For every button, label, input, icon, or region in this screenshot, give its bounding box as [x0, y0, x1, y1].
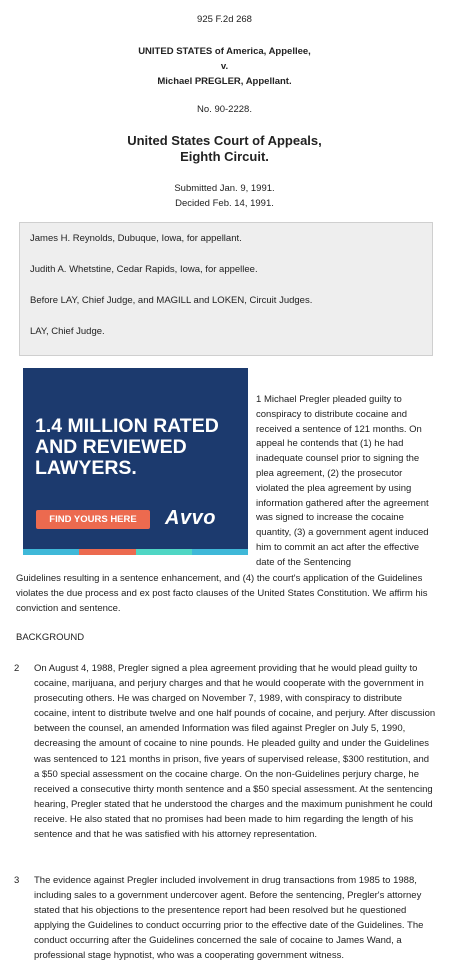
find-yours-here-button[interactable]: FIND YOURS HERE: [36, 510, 150, 529]
avvo-logo: Avvo: [165, 507, 216, 529]
paragraph-text: On August 4, 1988, Pregler signed a plea agreement providing that he would plead guilty to cocaine, marijuana, and perjury charges and that he would cooperate with the government in prosecuting others. He was charged on November 7, 1989, with conspiracy to distribute cocaine, intent to distribute twelve and one half pounds of cocaine, and perjury. After discussion between the counsel, an amended Information was filed against Pregler on July 5, 1990, decreasing the amount of cocaine to nine pounds. He pleaded guilty and under the Guidelines was sentenced to 121 months in prison, five years of supervised release, $300 restitution, and a $50 special assessment on the cocaine charge. On the non-Guidelines perjury charge, he received a consecutive thirty month sentence and a $50 special assessment. At the sentencing hearing, Pregler stated that he understood the charges and the maximum punishment he could receive. He also stated that no promises had been made to him regarding the length of his sentence and that he was satisfied with his attorney representation.: [34, 663, 436, 841]
paragraph-text: The evidence against Pregler included involvement in drug transactions from 1985 to 1988, including sales to a government undercover agent. Before the sentencing, Pregler's attorney stated that his objections to the presentence report had been resolved but he questioned applying the Guidelines to conduct occurring prior to the effective date of the Guidelines. The conduct occurring after the Guidelines concerned the sale of cocaine to James Wand, a professional stage hypnotist, who was a cooperating government witness.: [34, 875, 424, 962]
ad-color-stripe: [23, 549, 248, 555]
counsel-box: [19, 222, 433, 356]
docket-number: No. 90-2228.: [197, 104, 252, 115]
appellee-line: UNITED STATES of America, Appellee,: [138, 46, 311, 57]
stripe-segment: [23, 549, 79, 555]
paragraph-text: Michael Pregler pleaded guilty to conspiracy to distribute cocaine and received a sentence of 121 months. On appeal he contends that (1) he had inadequate counsel prior to signing the plea agreement, (2) the prosecutor violated the plea agreement by using information gathered after the agreement was signed to increase the cocaine quantity, (3) a government agent induced him to commit an act after the effective date of the Sentencing: [256, 394, 429, 568]
court-name-line-1: United States Court of Appeals,: [127, 133, 322, 148]
stripe-segment: [192, 549, 248, 555]
ad-headline: 1.4 MILLION RATED AND REVIEWED LAWYERS.: [35, 415, 219, 479]
paragraph-number: 3: [14, 875, 20, 886]
versus-line: v.: [220, 61, 229, 72]
appellee-counsel: Judith A. Whetstine, Cedar Rapids, Iowa, for appellee.: [30, 264, 258, 275]
avvo-ad-banner[interactable]: [23, 368, 248, 555]
case-dates: [0, 181, 449, 211]
stripe-segment: [79, 549, 135, 555]
decided-date: Decided Feb. 14, 1991.: [175, 198, 274, 209]
opinion-author: LAY, Chief Judge.: [30, 326, 105, 337]
appellant-counsel: James H. Reynolds, Dubuque, Iowa, for appellant.: [30, 233, 242, 244]
opinion-paragraph-2: [14, 661, 436, 842]
opinion-paragraph-1: [256, 393, 434, 571]
stripe-segment: [136, 549, 192, 555]
court-name: [0, 133, 449, 165]
appellant-line: Michael PREGLER, Appellant.: [157, 76, 292, 87]
case-parties: [0, 44, 449, 89]
section-heading-background: BACKGROUND: [16, 632, 85, 643]
paragraph-number: 1: [256, 394, 262, 405]
court-name-line-2: Eighth Circuit.: [180, 149, 269, 164]
submitted-date: Submitted Jan. 9, 1991.: [174, 183, 275, 194]
opinion-paragraph-1-continued: Guidelines resulting in a sentence enhancement, and (4) the court's application of the Guidelines violates the due process and ex post facto clauses of the United States Constitution. We affirm his conviction and sentence.: [16, 573, 428, 614]
judges-panel: Before LAY, Chief Judge, and MAGILL and LOKEN, Circuit Judges.: [30, 295, 313, 306]
case-citation: 925 F.2d 268: [197, 14, 252, 25]
paragraph-number: 2: [14, 663, 20, 674]
opinion-paragraph-3: [14, 873, 436, 964]
